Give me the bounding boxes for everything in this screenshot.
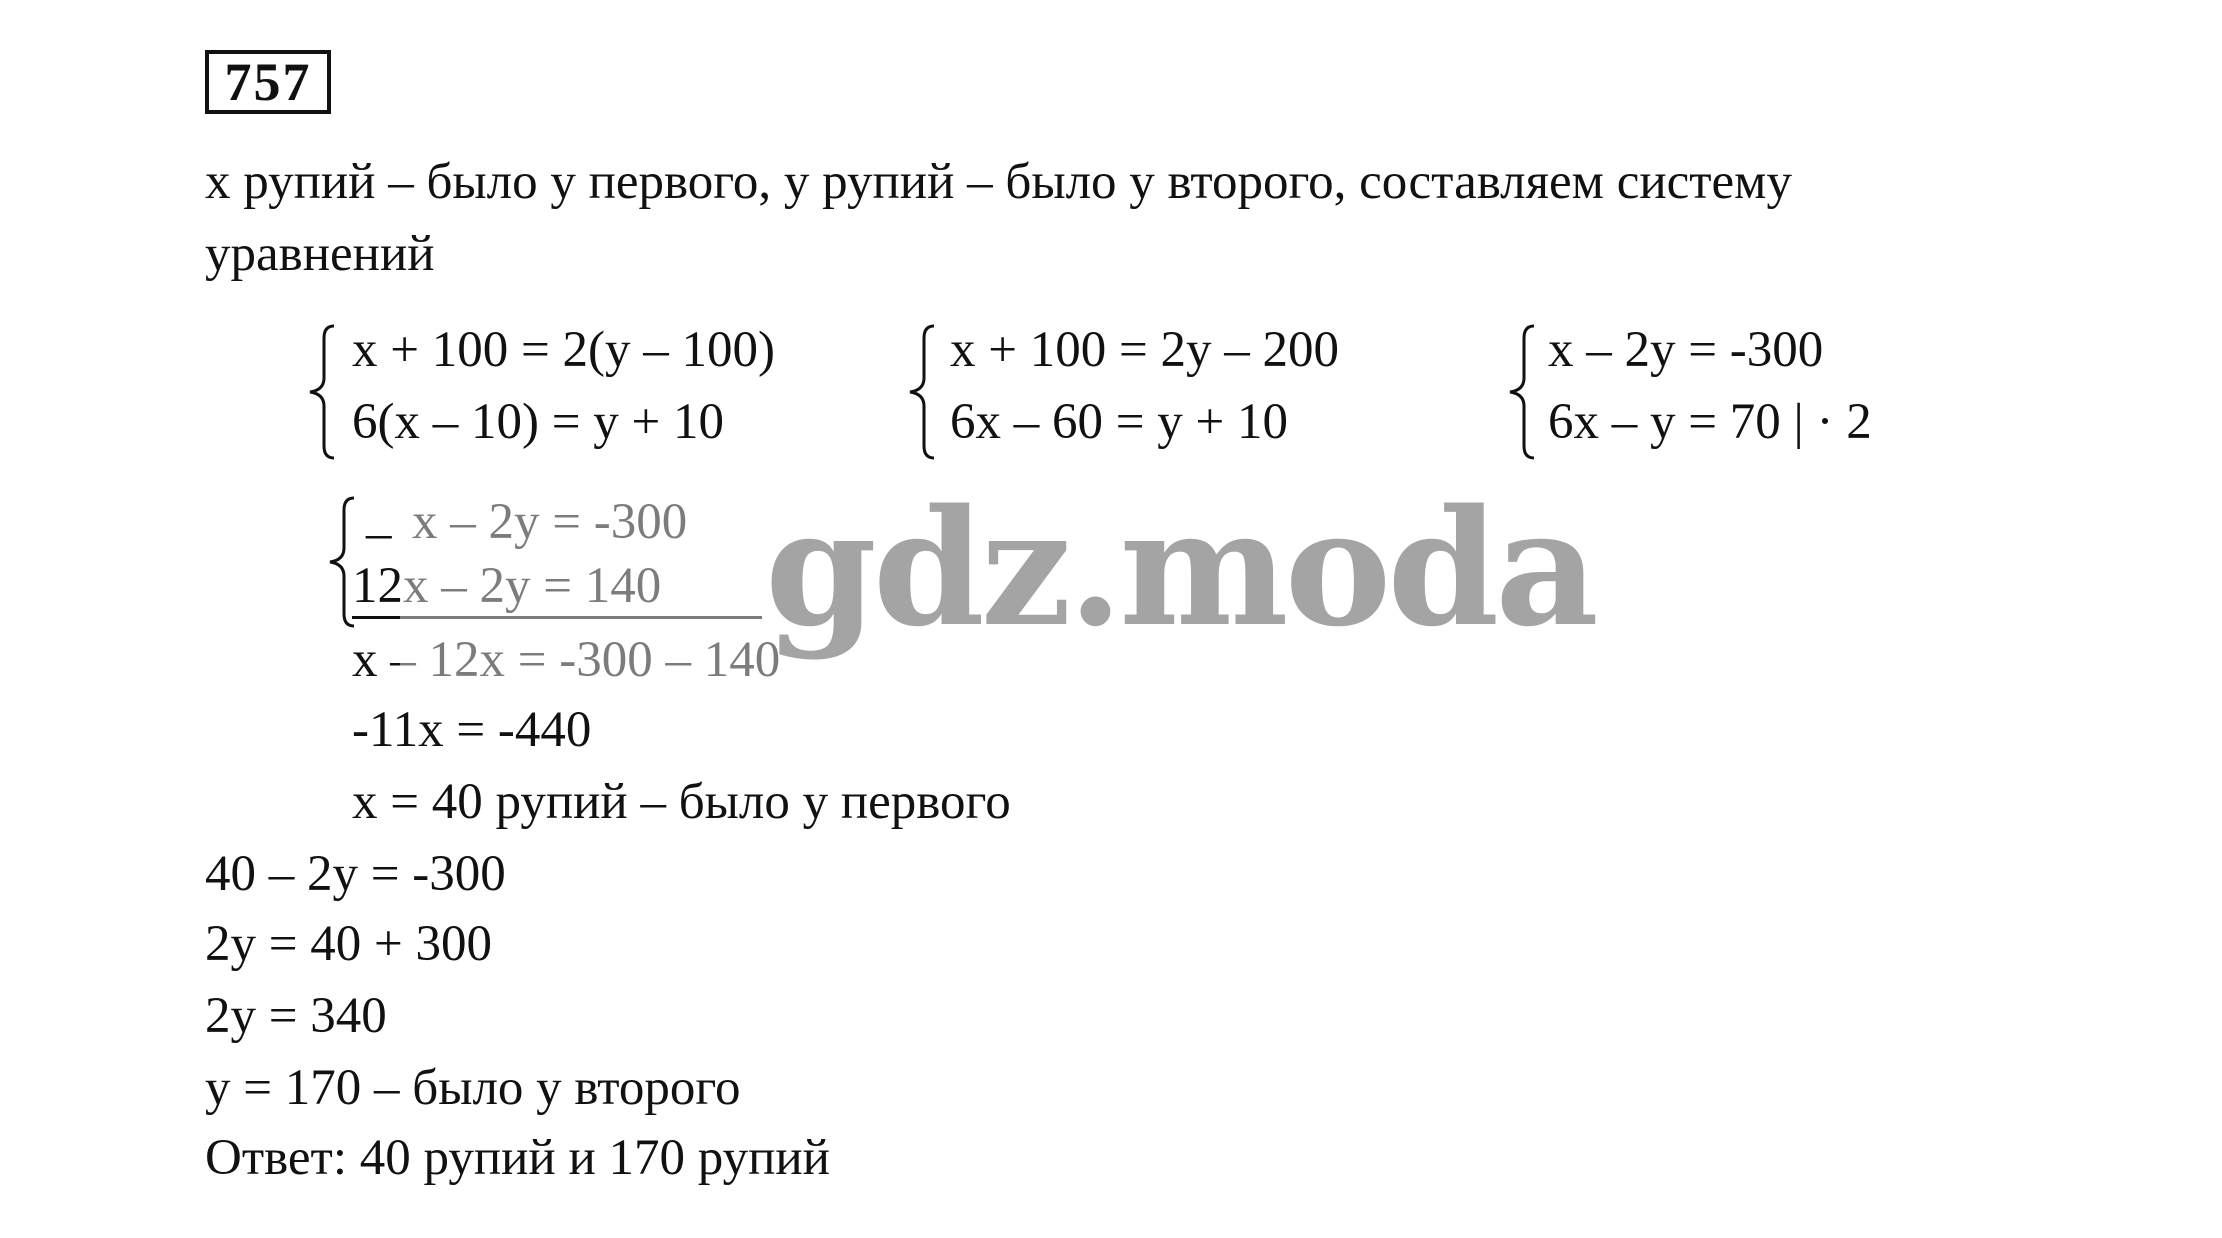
brace-icon (300, 318, 340, 468)
brace-icon (1500, 318, 1540, 468)
step-1: x – 12x = -300 – 140 (352, 632, 781, 688)
system-2-equation-2: 6x – 60 = y + 10 (950, 394, 1289, 450)
system-1-equation-2: 6(x – 10) = y + 10 (352, 394, 724, 450)
intro-line-2: уравнений (205, 226, 435, 282)
problem-number: 757 (205, 50, 331, 114)
subtraction-sign: _ (366, 488, 392, 544)
solution-line-1: 40 – 2y = -300 (205, 846, 506, 902)
step-3: x = 40 рупий – было у первого (352, 774, 1011, 830)
brace-icon (900, 318, 940, 468)
step-2: -11x = -440 (352, 702, 592, 758)
solution-line-3: 2y = 340 (205, 988, 387, 1044)
system-3-equation-1: x – 2y = -300 (1548, 322, 1824, 378)
system-4-equation-1: x – 2y = -300 (412, 494, 688, 550)
system-1-equation-1: x + 100 = 2(y – 100) (352, 322, 775, 378)
system-4-equation-2: 12x – 2y = 140 (352, 558, 662, 614)
answer-line: Ответ: 40 рупий и 170 рупий (205, 1130, 830, 1186)
system-3-equation-2: 6x – y = 70 | · 2 (1548, 394, 1872, 450)
equation-system-2 (900, 318, 1420, 468)
equation-system-3 (1500, 318, 1940, 468)
solution-line-4: y = 170 – было у второго (205, 1060, 741, 1116)
system-2-equation-1: x + 100 = 2y – 200 (950, 322, 1340, 378)
intro-line-1: x рупий – было у первого, y рупий – было у второго, составляем систему (205, 154, 1792, 210)
solution-line-2: 2y = 40 + 300 (205, 916, 493, 972)
watermark: gdz.moda (765, 474, 1595, 662)
equation-system-1 (300, 318, 860, 468)
